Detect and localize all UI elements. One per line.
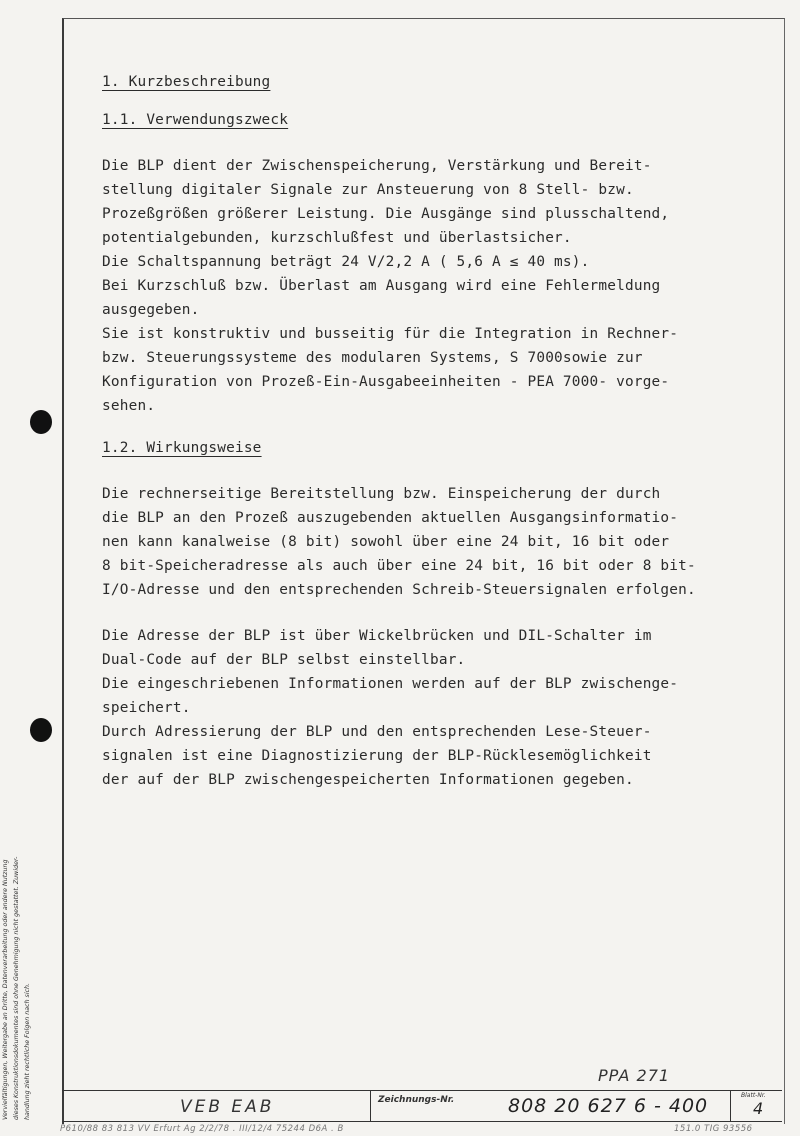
- text-line: Dual-Code auf der BLP selbst einstellbar.: [102, 652, 466, 668]
- print-imprint-left: P610/88 83 813 VV Erfurt Ag 2/2/78 . III/12/4 75244 D6A . B: [60, 1124, 344, 1134]
- heading-kurzbeschreibung: 1. Kurzbeschreibung: [102, 74, 271, 90]
- text-line: Durch Adressierung der BLP und den entsprechenden Lese-Steuer-: [102, 724, 652, 740]
- drawing-number-label: Zeichnungs-Nr.: [378, 1095, 455, 1105]
- heading-verwendungszweck: 1.1. Verwendungszweck: [102, 112, 289, 128]
- copyright-line: dieses Konstruktionsdokumentes sind ohne Genehmigung nicht gestattet. Zuwider-: [13, 856, 20, 1120]
- print-imprint: [60, 1124, 790, 1134]
- text-line: Die eingeschriebenen Informationen werden auf der BLP zwischenge-: [102, 676, 679, 692]
- paragraph-verwendungszweck: [102, 154, 782, 418]
- punch-hole-lower: [30, 718, 52, 742]
- drawing-number: 808 20 627 6 - 400: [508, 1095, 709, 1117]
- title-block: [62, 1090, 782, 1122]
- text-line: Die BLP dient der Zwischenspeicherung, Verstärkung und Bereit-: [102, 158, 652, 174]
- sheet-number-label: Blatt-Nr.: [741, 1092, 766, 1099]
- text-line: stellung digitaler Signale zur Ansteuerung von 8 Stell- bzw.: [102, 182, 634, 198]
- paragraph-wirkungsweise-1: [102, 482, 782, 602]
- text-line: potentialgebunden, kurzschlußfest und überlastsicher.: [102, 230, 572, 246]
- text-line: sehen.: [102, 398, 156, 414]
- text-line: 8 bit-Speicheradresse als auch über eine 24 bit, 16 bit oder 8 bit-: [102, 558, 696, 574]
- text-line: speichert.: [102, 700, 191, 716]
- organization-cell: [62, 1091, 371, 1121]
- ppa-mark: PPA 271: [598, 1066, 671, 1085]
- text-line: nen kann kanalweise (8 bit) sowohl über eine 24 bit, 16 bit oder: [102, 534, 670, 550]
- copyright-notice: [0, 790, 50, 1120]
- sheet-cell: [730, 1091, 783, 1121]
- document-body: [102, 70, 782, 792]
- text-line: ausgegeben.: [102, 302, 200, 318]
- text-line: Die Adresse der BLP ist über Wickelbrücken und DIL-Schalter im: [102, 628, 652, 644]
- text-line: Die Schaltspannung beträgt 24 V/2,2 A ( 5,6 A ≤ 40 ms).: [102, 254, 590, 270]
- organization-name: VEB EAB: [180, 1097, 275, 1117]
- text-line: Sie ist konstruktiv und busseitig für die Integration in Rechner-: [102, 326, 679, 342]
- text-line: Bei Kurzschluß bzw. Überlast am Ausgang wird eine Fehlermeldung: [102, 278, 661, 294]
- print-imprint-right: 151.0 TIG 93556: [674, 1124, 753, 1134]
- text-line: signalen ist eine Diagnostizierung der BLP-Rücklesemöglichkeit: [102, 748, 652, 764]
- text-line: Die rechnerseitige Bereitstellung bzw. Einspeicherung der durch: [102, 486, 661, 502]
- text-line: I/O-Adresse und den entsprechenden Schreib-Steuersignalen erfolgen.: [102, 582, 696, 598]
- text-line: die BLP an den Prozeß auszugebenden aktuellen Ausgangsinformatio-: [102, 510, 679, 526]
- text-line: Prozeßgrößen größerer Leistung. Die Ausgänge sind plusschaltend,: [102, 206, 670, 222]
- punch-hole-upper: [30, 410, 52, 434]
- heading-wirkungsweise: 1.2. Wirkungsweise: [102, 440, 262, 456]
- copyright-line: Vervielfältigungen, Weitergabe an Dritte, Datenverarbeitung oder andere Nutzung: [2, 859, 9, 1120]
- text-line: Konfiguration von Prozeß-Ein-Ausgabeeinheiten - PEA 7000- vorge-: [102, 374, 670, 390]
- text-line: der auf der BLP zwischengespeicherten Informationen gegeben.: [102, 772, 634, 788]
- text-line: bzw. Steuerungssysteme des modularen Systems, S 7000sowie zur: [102, 350, 643, 366]
- copyright-line: handlung zieht rechtliche Folgen nach sich.: [24, 982, 31, 1120]
- paragraph-wirkungsweise-2: [102, 624, 782, 792]
- sheet-number: 4: [753, 1099, 764, 1118]
